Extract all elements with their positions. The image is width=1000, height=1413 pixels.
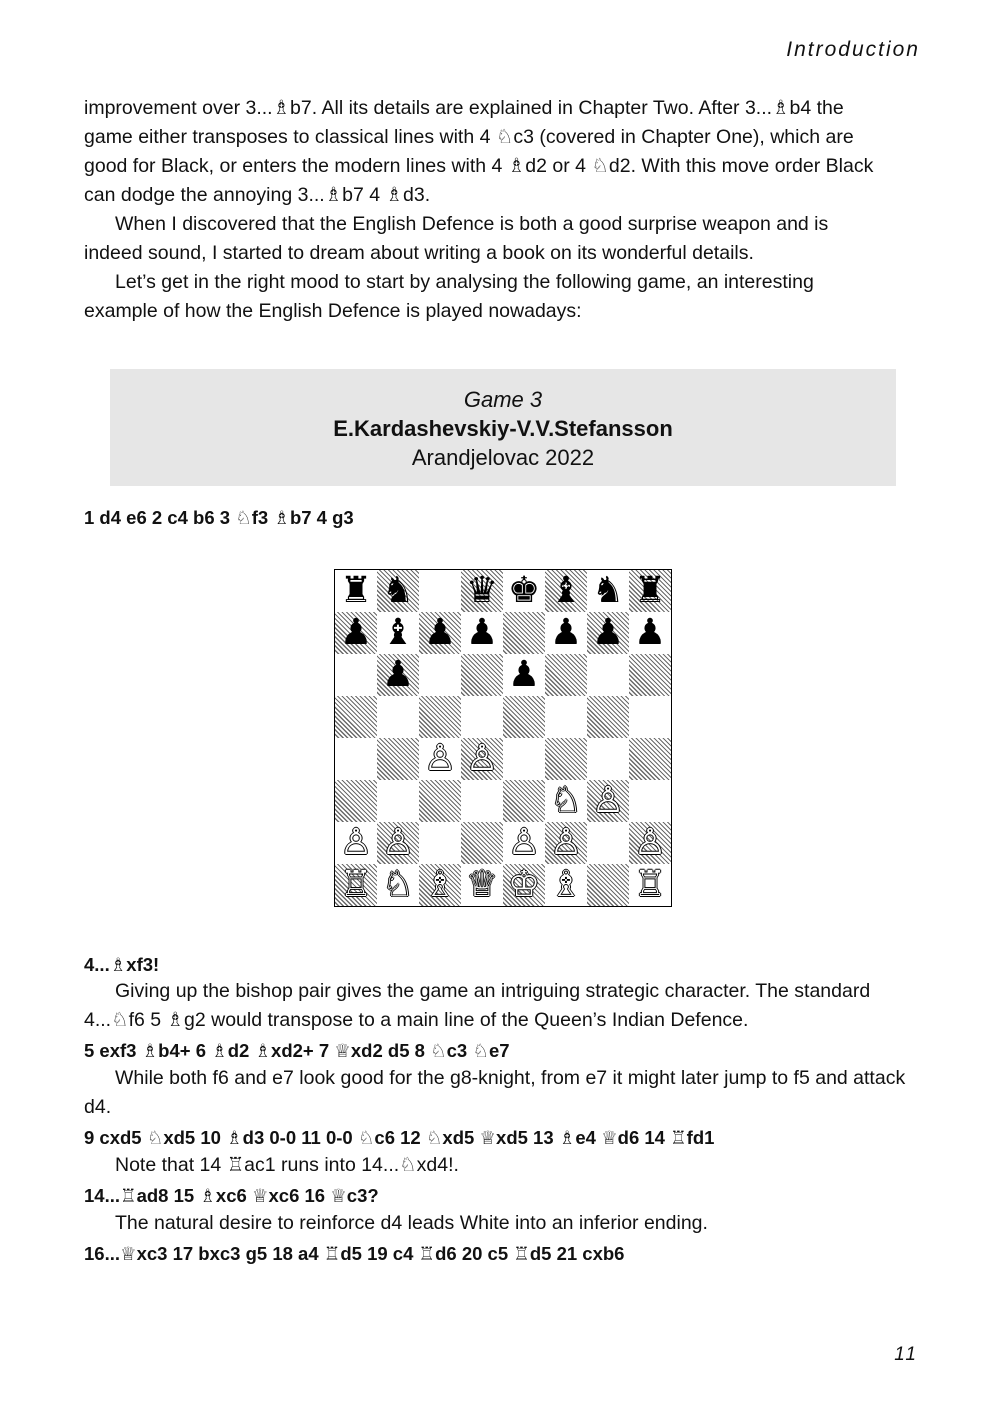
white-piece-icon: ♗	[423, 864, 457, 905]
white-piece-icon: ♙	[339, 822, 373, 863]
square-d7	[461, 612, 503, 654]
chess-board	[334, 569, 672, 907]
square-e3	[503, 780, 545, 822]
black-piece-icon: ♜	[339, 570, 373, 611]
opening-moves: 1 d4 e6 2 c4 b6 3 ♘f3 ♗b7 4 g3	[84, 507, 354, 528]
square-e8	[503, 570, 545, 612]
white-piece-icon: ♘	[549, 780, 583, 821]
running-head: Introduction	[786, 38, 920, 61]
intro-paragraph-2: When I discovered that the English Defence is both a good surprise weapon and is indeed sound, I started to dream about writing a book on its wonderful details.	[84, 213, 829, 264]
square-d4	[461, 738, 503, 780]
black-piece-icon: ♟	[339, 612, 373, 653]
white-piece-icon: ♙	[507, 822, 541, 863]
square-c2	[419, 822, 461, 864]
square-d8	[461, 570, 503, 612]
square-b8	[377, 570, 419, 612]
move-annotation-14: 14...♖ad8 15 ♗xc6 ♕xc6 16 ♕c3?	[84, 1185, 379, 1206]
white-piece-icon: ♙	[381, 822, 415, 863]
game-number: Game 3	[463, 387, 543, 412]
square-b7	[377, 612, 419, 654]
white-piece-icon: ♙	[423, 738, 457, 779]
square-g6	[587, 654, 629, 696]
black-piece-icon: ♟	[633, 612, 667, 653]
move-annotation-5: 5 exf3 ♗b4+ 6 ♗d2 ♗xd2+ 7 ♕xd2 d5 8 ♘c3 ♘e7	[84, 1040, 510, 1061]
square-b5	[377, 696, 419, 738]
white-piece-icon: ♗	[549, 864, 583, 905]
game-event: Arandjelovac 2022	[411, 445, 595, 470]
square-h5	[629, 696, 671, 738]
square-c3	[419, 780, 461, 822]
game-players: E.Kardashevskiy-V.V.Stefansson	[333, 416, 673, 441]
square-e1	[503, 864, 545, 906]
square-g1	[587, 864, 629, 906]
square-c5	[419, 696, 461, 738]
move-annotation-4: 4...♗xf3!	[84, 954, 160, 975]
comment-5: While both f6 and e7 look good for the g8-knight, from e7 it might later jump to f5 and attack d4.	[84, 1067, 906, 1118]
square-a3	[335, 780, 377, 822]
square-e2	[503, 822, 545, 864]
square-a2	[335, 822, 377, 864]
white-piece-icon: ♔	[507, 864, 541, 905]
square-d3	[461, 780, 503, 822]
square-f2	[545, 822, 587, 864]
square-g8	[587, 570, 629, 612]
square-a7	[335, 612, 377, 654]
square-h6	[629, 654, 671, 696]
square-d5	[461, 696, 503, 738]
black-piece-icon: ♟	[423, 612, 457, 653]
square-f4	[545, 738, 587, 780]
square-h4	[629, 738, 671, 780]
square-e5	[503, 696, 545, 738]
square-f8	[545, 570, 587, 612]
square-a6	[335, 654, 377, 696]
black-piece-icon: ♟	[507, 654, 541, 695]
move-annotation-16: 16...♕xc3 17 bxc3 g5 18 a4 ♖d5 19 c4 ♖d6 20 c5 ♖d5 21 cxb6	[84, 1243, 625, 1264]
square-g5	[587, 696, 629, 738]
white-piece-icon: ♙	[591, 780, 625, 821]
square-d6	[461, 654, 503, 696]
square-b1	[377, 864, 419, 906]
square-c8	[419, 570, 461, 612]
square-a1	[335, 864, 377, 906]
comment-4: Giving up the bishop pair gives the game an intriguing strategic character. The standard 4...♘f6 5 ♗g2 would transpose to a main line of the Queen’s Indian Defence.	[84, 980, 871, 1031]
square-c6	[419, 654, 461, 696]
square-b2	[377, 822, 419, 864]
square-f1	[545, 864, 587, 906]
chess-diagram	[334, 569, 672, 907]
page-number: 11	[894, 1344, 918, 1365]
text-line: good for Black, or enters the modern lines with 4 ♗d2 or 4 ♘d2. With this move order Black	[84, 155, 874, 177]
black-piece-icon: ♚	[507, 570, 541, 611]
game-header-box	[110, 369, 896, 486]
black-piece-icon: ♝	[381, 612, 415, 653]
square-b6	[377, 654, 419, 696]
black-piece-icon: ♝	[549, 570, 583, 611]
black-piece-icon: ♟	[381, 654, 415, 695]
black-piece-icon: ♟	[549, 612, 583, 653]
text-line: can dodge the annoying 3...♗b7 4 ♗d3.	[84, 184, 431, 206]
square-c7	[419, 612, 461, 654]
square-a4	[335, 738, 377, 780]
square-h2	[629, 822, 671, 864]
move-annotation-9: 9 cxd5 ♘xd5 10 ♗d3 0-0 11 0-0 ♘c6 12 ♘xd5 ♕xd5 13 ♗e4 ♕d6 14 ♖fd1	[84, 1127, 715, 1148]
square-g4	[587, 738, 629, 780]
square-g7	[587, 612, 629, 654]
square-b3	[377, 780, 419, 822]
black-piece-icon: ♟	[591, 612, 625, 653]
square-e6	[503, 654, 545, 696]
square-e4	[503, 738, 545, 780]
square-h8	[629, 570, 671, 612]
white-piece-icon: ♘	[381, 864, 415, 905]
square-f5	[545, 696, 587, 738]
square-h7	[629, 612, 671, 654]
text-line: improvement over 3...♗b7. All its details are explained in Chapter Two. After 3...♗b4 the	[84, 97, 844, 119]
comment-14: The natural desire to reinforce d4 leads White into an inferior ending.	[115, 1212, 708, 1234]
intro-paragraph-3: Let’s get in the right mood to start by analysing the following game, an interesting example of how the English Defence is played nowadays:	[84, 271, 814, 322]
square-c4	[419, 738, 461, 780]
comment-9: Note that 14 ♖ac1 runs into 14...♘xd4!.	[115, 1154, 459, 1176]
square-e7	[503, 612, 545, 654]
square-g3	[587, 780, 629, 822]
square-f3	[545, 780, 587, 822]
square-h3	[629, 780, 671, 822]
white-piece-icon: ♙	[549, 822, 583, 863]
square-g2	[587, 822, 629, 864]
white-piece-icon: ♕	[465, 864, 499, 905]
black-piece-icon: ♞	[591, 570, 625, 611]
square-a5	[335, 696, 377, 738]
square-f6	[545, 654, 587, 696]
intro-paragraph-1	[84, 94, 924, 210]
square-h1	[629, 864, 671, 906]
square-f7	[545, 612, 587, 654]
square-d1	[461, 864, 503, 906]
white-piece-icon: ♖	[339, 864, 373, 905]
square-b4	[377, 738, 419, 780]
black-piece-icon: ♛	[465, 570, 499, 611]
black-piece-icon: ♜	[633, 570, 667, 611]
square-c1	[419, 864, 461, 906]
white-piece-icon: ♙	[465, 738, 499, 779]
white-piece-icon: ♖	[633, 864, 667, 905]
white-piece-icon: ♙	[633, 822, 667, 863]
black-piece-icon: ♞	[381, 570, 415, 611]
black-piece-icon: ♟	[465, 612, 499, 653]
text-line: game either transposes to classical lines with 4 ♘c3 (covered in Chapter One), which are	[84, 126, 854, 148]
square-a8	[335, 570, 377, 612]
square-d2	[461, 822, 503, 864]
